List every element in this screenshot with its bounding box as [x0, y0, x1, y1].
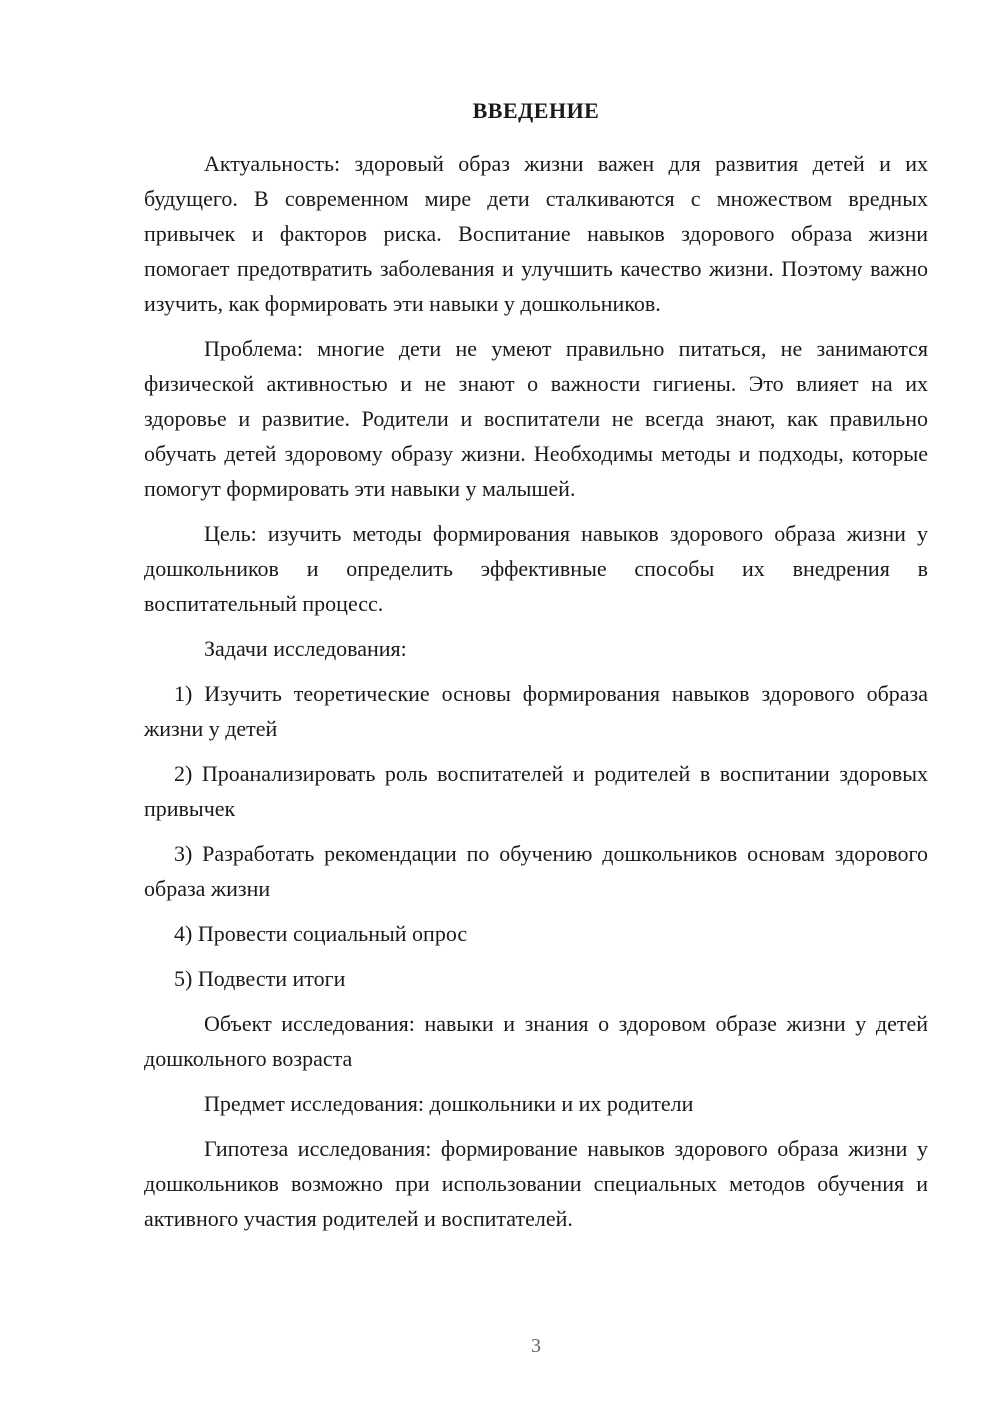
subject-paragraph: Предмет исследования: дошкольники и их родители: [204, 1091, 694, 1116]
document-page: [144, 96, 928, 1236]
task-item-4: 4) Провести социальный опрос: [174, 921, 468, 946]
task-item-3: 3) Разработать рекомендации по обучению дошкольников основам здорового образа жизни: [144, 841, 928, 901]
section-title: ВВЕДЕНИЕ: [472, 98, 600, 123]
problem-paragraph: Проблема: многие дети не умеют правильно питаться, не занимаются физической активностью и не знают о важности гигиены. Это влияет на их здоровье и развитие. Родители и воспитатели не всегда знают, как правильно обучать детей здоровому образу жизни. Необходимы методы и подходы, которые помогут формировать эти навыки у малышей.: [144, 336, 928, 501]
page-number: 3: [531, 1335, 541, 1357]
object-paragraph: Объект исследования: навыки и знания о здоровом образе жизни у детей дошкольного возраста: [144, 1011, 928, 1071]
tasks-heading: Задачи исследования:: [204, 636, 407, 661]
goal-paragraph: Цель: изучить методы формирования навыков здорового образа жизни у дошкольников и определить эффективные способы их внедрения в воспитательный процесс.: [144, 521, 928, 616]
task-item-1: 1) Изучить теоретические основы формирования навыков здорового образа жизни у детей: [144, 681, 928, 741]
relevance-paragraph: Актуальность: здоровый образ жизни важен для развития детей и их будущего. В современном мире дети сталкиваются с множеством вредных привычек и факторов риска. Воспитание навыков здорового образа жизни помогает предотвратить заболевания и улучшить качество жизни. Поэтому важно изучить, как формировать эти навыки у дошкольников.: [144, 151, 928, 316]
task-item-2: 2) Проанализировать роль воспитателей и родителей в воспитании здоровых привычек: [144, 761, 928, 821]
hypothesis-paragraph: Гипотеза исследования: формирование навыков здорового образа жизни у дошкольников возможно при использовании специальных методов обучения и активного участия родителей и воспитателей.: [144, 1136, 928, 1231]
task-item-5: 5) Подвести итоги: [174, 966, 346, 991]
